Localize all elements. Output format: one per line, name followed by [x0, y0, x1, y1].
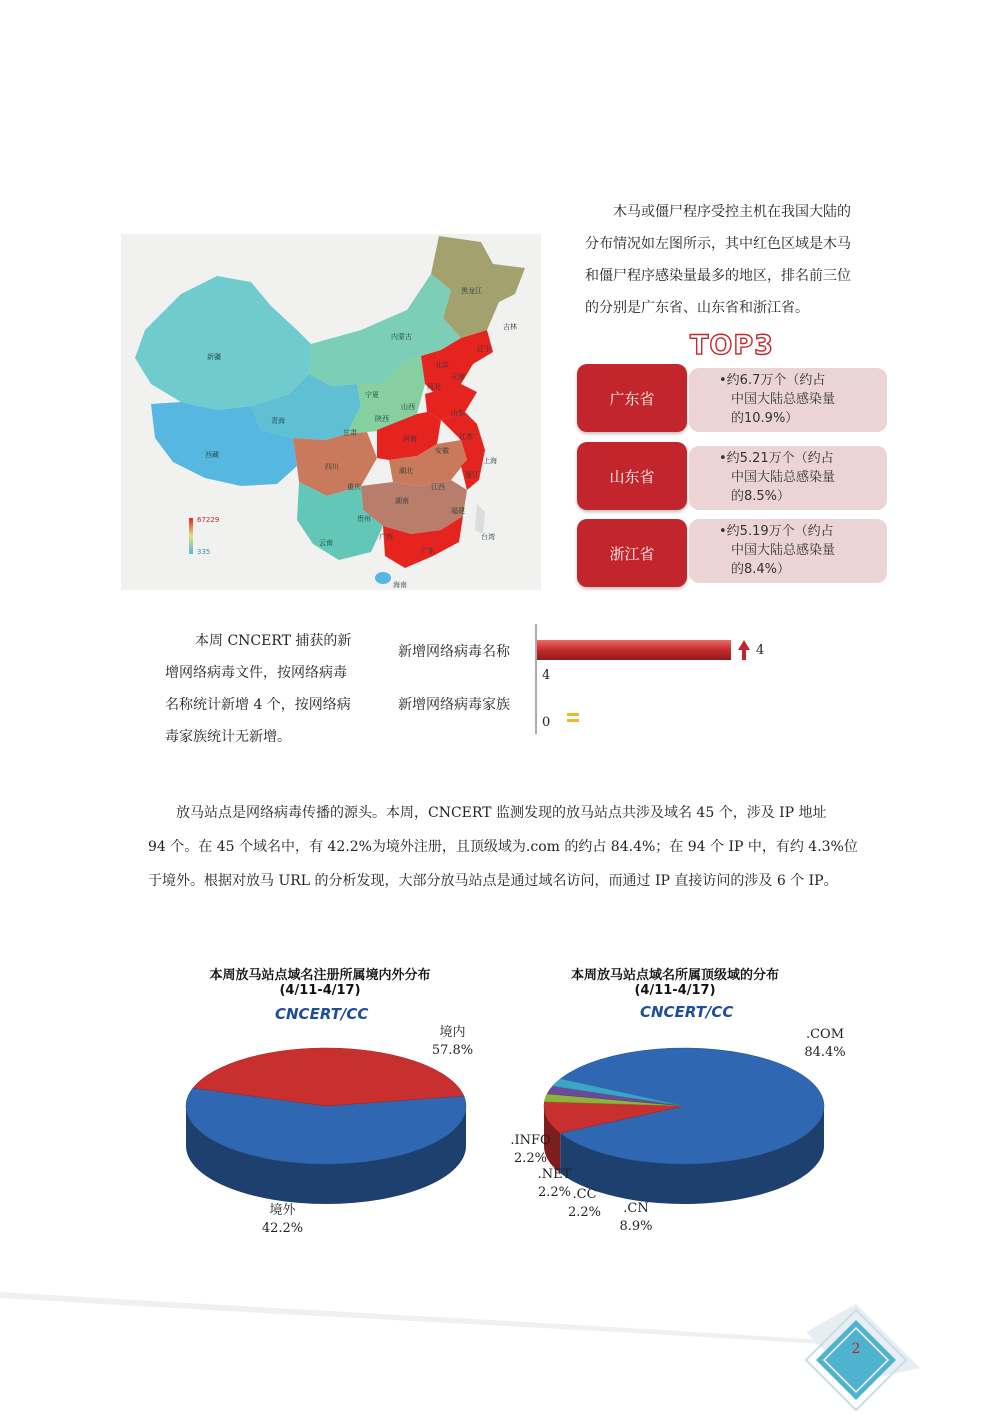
detail-line: 的8.5%）: [731, 489, 791, 504]
pie2-label-info-name: .INFO: [510, 1133, 551, 1148]
map-label: 重庆: [347, 483, 361, 491]
virus-bar-chart: [390, 620, 790, 742]
map-label: 山西: [401, 403, 415, 411]
pie2-label-com-name: .COM: [805, 1027, 845, 1042]
detail-line: •约5.21万个（约占: [719, 451, 834, 466]
page-number-badge: [806, 1304, 920, 1410]
map-label: 四川: [325, 463, 339, 471]
bar-value-label-1: 4: [756, 643, 765, 658]
top3-province-2: 山东省: [577, 442, 687, 510]
map-label: 上海: [483, 457, 497, 465]
page-number: 2: [851, 1341, 861, 1357]
virus-line: 增网络病毒文件，按网络病毒: [165, 665, 347, 681]
bar-category-1: 新增网络病毒名称: [398, 644, 510, 660]
pie2-subtitle: (4/11-4/17): [634, 983, 716, 998]
pie1-title: 本周放马站点域名注册所属境内外分布: [209, 968, 431, 983]
region-xinjiang: [135, 276, 311, 410]
pie1-graphic: [180, 1040, 490, 1210]
virus-line: 本周 CNCERT 捕获的新: [195, 633, 352, 649]
paragraph-line: 于境外。根据对放马 URL 的分析发现，大部分放马站点是通过域名访问，而通过 IP 直接访问的涉及 6 个 IP。: [148, 873, 838, 889]
pie2-label-com-value: 84.4%: [804, 1045, 846, 1060]
pie2-label-cn-value: 8.9%: [619, 1219, 653, 1234]
region-taiwan: [475, 504, 485, 534]
intro-line: 和僵尸程序感染量最多的地区，排名前三位: [585, 268, 851, 284]
bar-value-label-2: 0: [542, 715, 551, 730]
map-label: 青海: [271, 417, 285, 425]
bar-axis-label: 4: [542, 668, 551, 683]
region-hainan: [375, 572, 391, 584]
map-label: 辽宁: [477, 345, 491, 353]
pie2-label-net-name: .NET: [537, 1167, 572, 1182]
map-legend-max: 67229: [197, 516, 220, 524]
map-label: 湖北: [399, 467, 413, 475]
map-label: 云南: [319, 539, 333, 547]
footer-swoosh: [0, 1292, 820, 1344]
map-label: 黑龙江: [461, 287, 482, 295]
map-label: 新疆: [207, 353, 221, 361]
pie2-brand-logo: CNCERT/CC: [640, 1003, 734, 1021]
pie2-title: 本周放马站点域名所属顶级域的分布: [570, 968, 779, 983]
map-label: 福建: [451, 507, 465, 515]
detail-line: •约5.19万个（约占: [719, 524, 834, 539]
map-legend-bar: [189, 518, 193, 554]
map-label: 江苏: [459, 433, 473, 441]
top3-province-3: 浙江省: [577, 519, 687, 587]
pie2-label-cn-name: .CN: [623, 1201, 649, 1216]
map-label: 安徽: [435, 447, 449, 455]
virus-text: [165, 625, 365, 753]
map-label: 海南: [393, 581, 407, 589]
pie1-label-outer-name: 境外: [269, 1203, 296, 1218]
map-label: 湖南: [395, 497, 409, 505]
map-label: 陕西: [375, 415, 389, 423]
pie1-label-inner: [425, 1024, 480, 1060]
paragraph-line: 94 个。在 45 个域名中，有 42.2%为境外注册，且顶级域为.com 的约占 84.4%；在 94 个 IP 中，有约 4.3%位: [148, 839, 858, 855]
map-label: 宁夏: [365, 391, 379, 399]
map-label: 河北: [427, 383, 441, 391]
map-label: 西藏: [205, 451, 219, 459]
pie2-label-info-value: 2.2%: [513, 1151, 548, 1166]
map-label: 贵州: [357, 515, 371, 523]
pie1-brand-logo: CNCERT/CC: [275, 1005, 369, 1023]
detail-line: 中国大陆总感染量: [731, 392, 836, 407]
intro-line: 分布情况如左图所示，其中红色区域是木马: [585, 236, 851, 252]
pie2-label-cn: [606, 1200, 666, 1236]
intro-line: 的分别是广东省、山东省和浙江省。: [585, 300, 809, 316]
bar-series: [537, 640, 731, 660]
map-label: 吉林: [503, 323, 517, 331]
pie2-label-com: [795, 1026, 855, 1062]
pie1-label-inner-name: 境内: [439, 1025, 466, 1040]
detail-line: 中国大陆总感染量: [731, 543, 836, 558]
virus-line: 名称统计新增 4 个，按网络病: [165, 697, 351, 713]
top3-detail-3: [689, 519, 887, 583]
detail-line: 中国大陆总感染量: [731, 470, 836, 485]
map-label: 广东: [421, 547, 435, 555]
detail-line: •约6.7万个（约占: [719, 373, 826, 388]
bar-category-2: 新增网络病毒家族: [398, 697, 510, 713]
china-infection-map: [121, 234, 541, 590]
equal-icon: [567, 713, 579, 722]
pie2-label-cc-name: .CC: [572, 1187, 597, 1202]
paragraph-line: 放马站点是网络病毒传播的源头。本周，CNCERT 监测发现的放马站点共涉及域名 45 个，涉及 IP 地址: [176, 805, 827, 821]
pie2-graphic: [538, 1040, 848, 1210]
map-label: 山东: [451, 409, 465, 417]
map-label: 北京: [435, 361, 449, 369]
body-paragraph: [148, 796, 858, 898]
intro-text: [585, 196, 885, 324]
up-arrow-icon: [738, 640, 750, 660]
pie2-label-cc-value: 2.2%: [567, 1205, 602, 1220]
pie1-label-outer-value: 42.2%: [261, 1221, 304, 1236]
pie2-label-net: [527, 1166, 582, 1202]
top3-detail-1: [689, 368, 887, 432]
map-label: 河南: [403, 435, 417, 443]
pie2-label-info: [503, 1132, 558, 1168]
map-label: 甘肃: [343, 429, 357, 437]
intro-line: 木马或僵尸程序受控主机在我国大陆的: [613, 204, 851, 220]
map-label: 江西: [431, 483, 445, 491]
map-label: 广西: [379, 533, 393, 541]
map-label: 内蒙古: [391, 333, 412, 341]
virus-line: 毒家族统计无新增。: [165, 729, 291, 745]
pie1-label-outer: [255, 1202, 310, 1238]
map-legend-min: 335: [197, 548, 211, 556]
pie1-subtitle: (4/11-4/17): [279, 983, 361, 998]
pie2-label-net-value: 2.2%: [537, 1185, 572, 1200]
map-label: 台湾: [481, 533, 495, 541]
detail-line: 的8.4%）: [731, 562, 791, 577]
pie1-label-inner-value: 57.8%: [431, 1043, 474, 1058]
bar-1: [537, 640, 731, 660]
top3-detail-2: [689, 446, 887, 510]
top3-title: TOP3: [690, 330, 774, 361]
map-label: 天津: [451, 373, 465, 381]
top3-province-1: 广东省: [577, 364, 687, 432]
map-label: 浙江: [465, 471, 479, 479]
detail-line: 的10.9%）: [731, 411, 799, 426]
